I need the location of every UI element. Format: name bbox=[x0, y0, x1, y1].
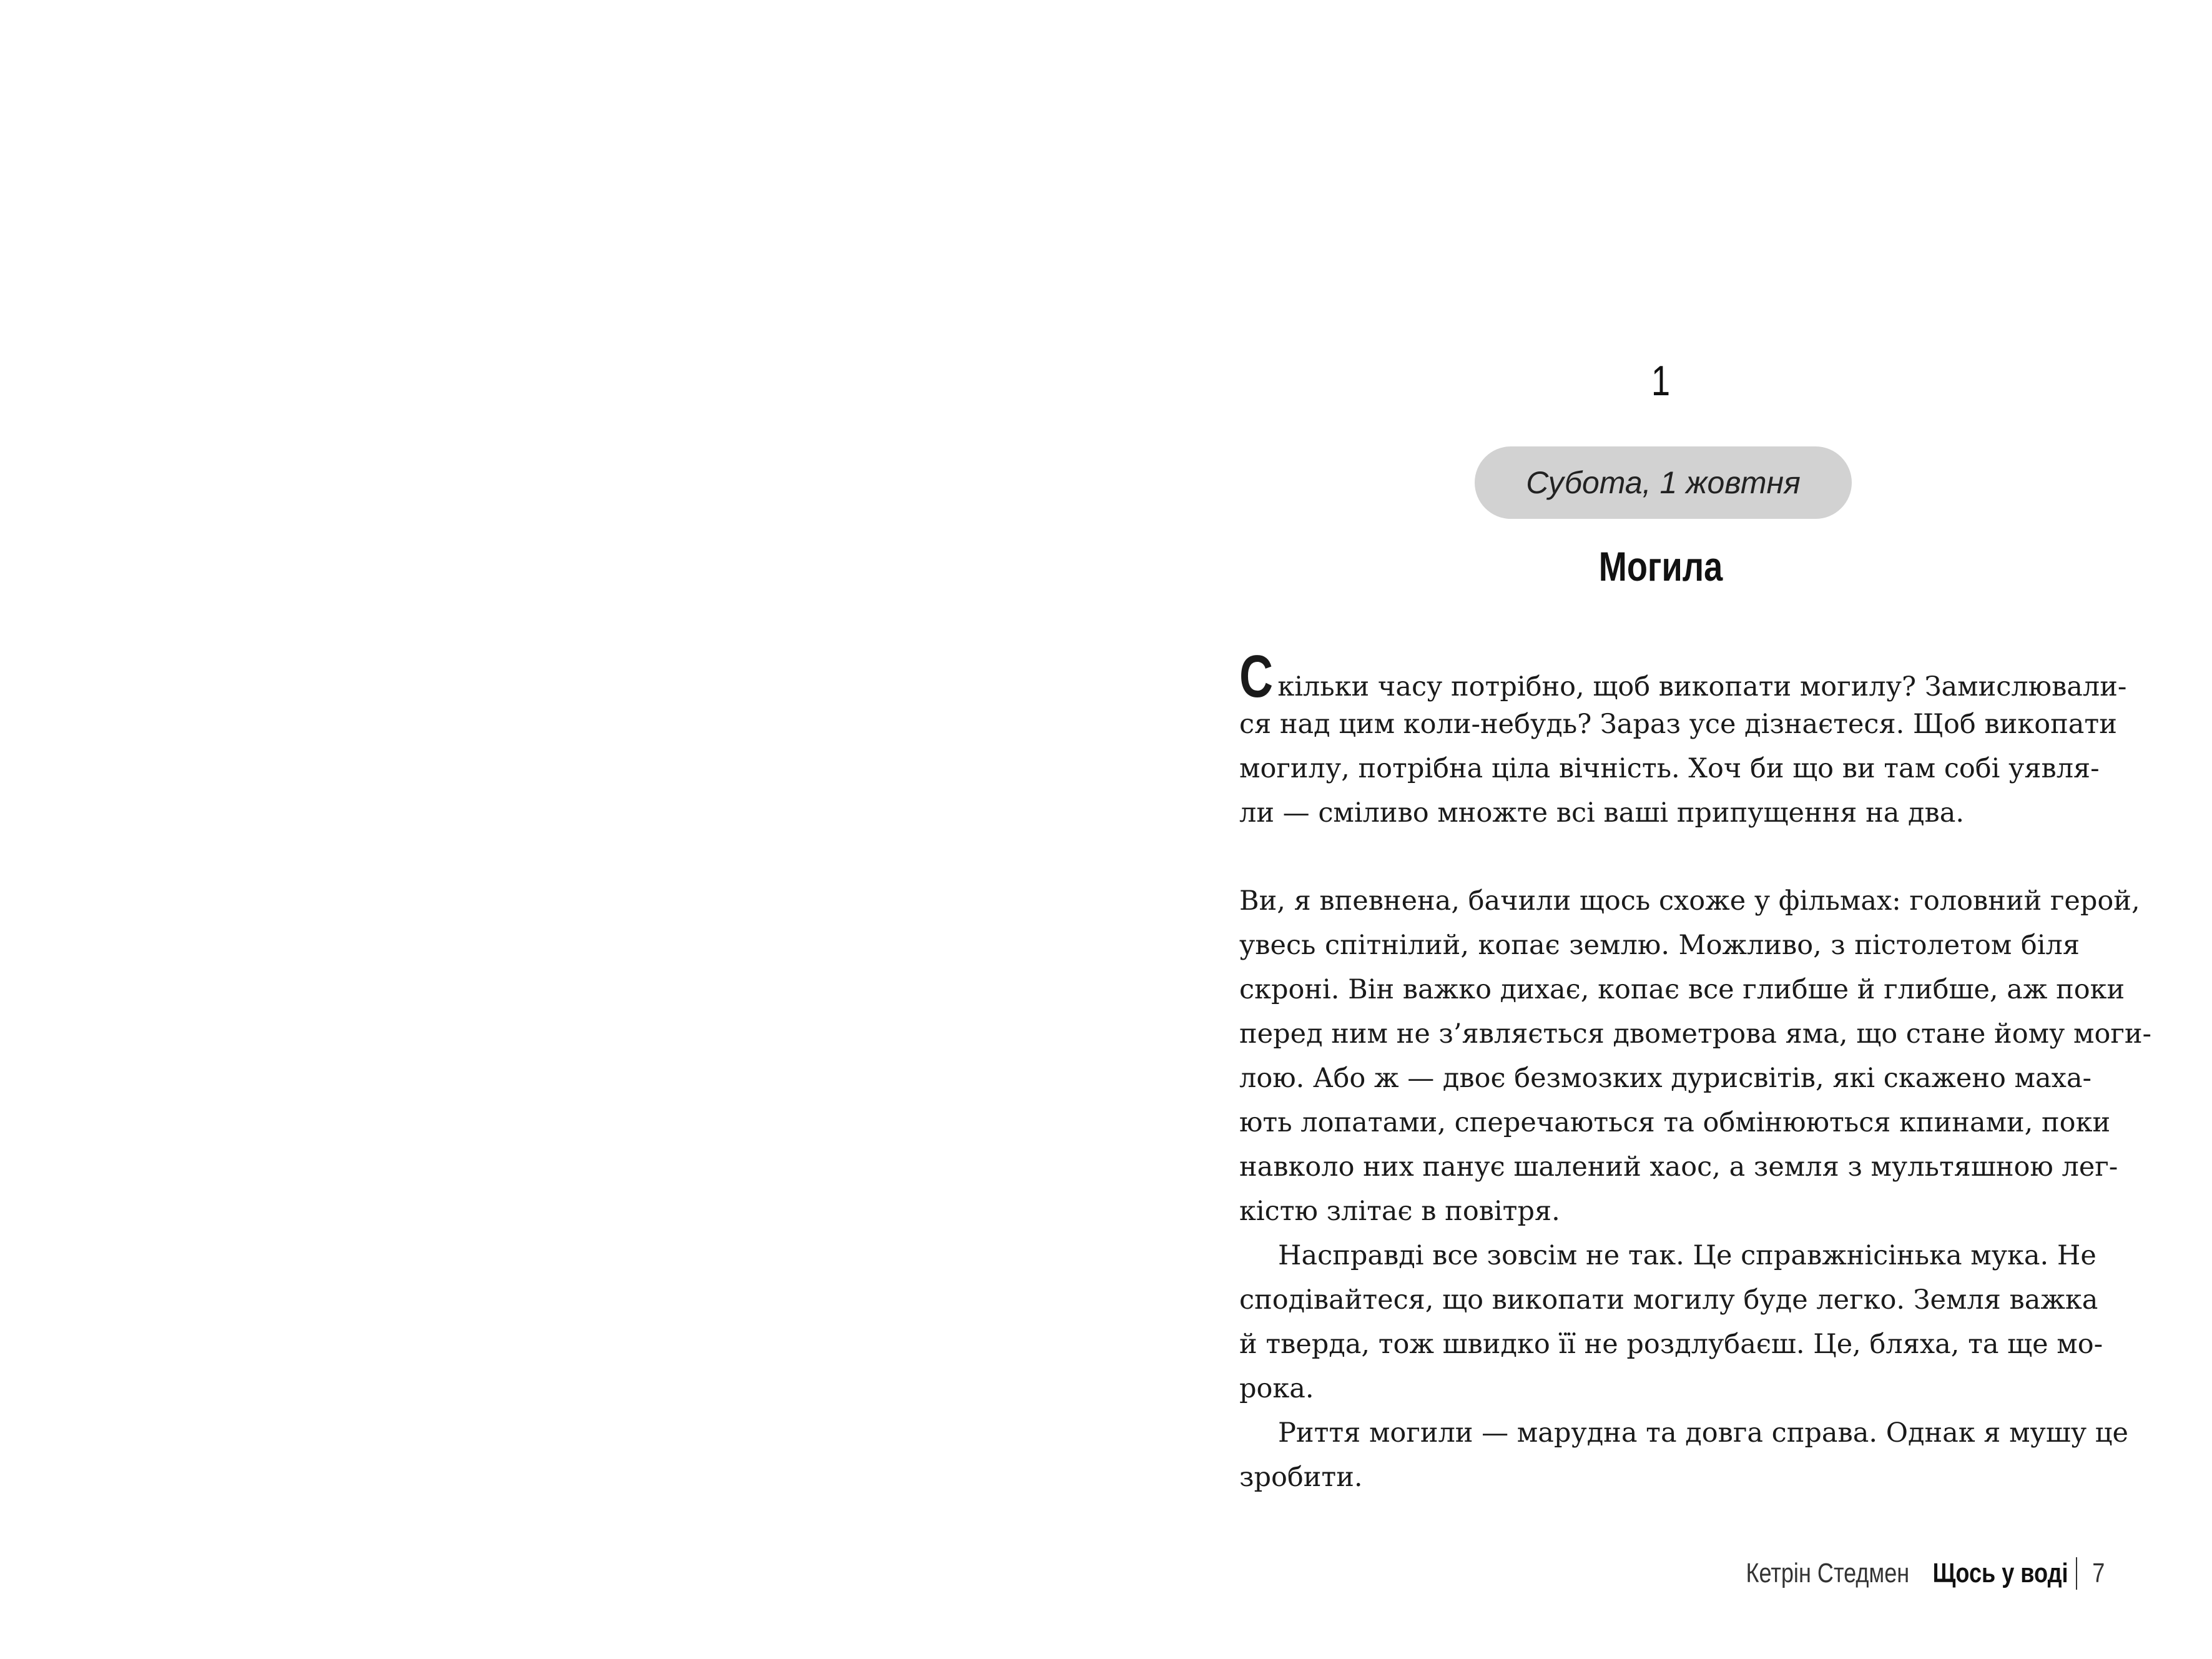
chapter-body bbox=[1239, 643, 2152, 1500]
text-line: ся над цим коли-небудь? Зараз усе дізнаєтеся. Щоб викопати bbox=[1239, 709, 2117, 740]
paragraph-4 bbox=[1239, 1411, 2128, 1500]
text-line: Ви, я впевнена, бачили щось схоже у фільмах: головний герой, bbox=[1239, 885, 2140, 917]
paragraph-2 bbox=[1239, 879, 2152, 1234]
date-badge bbox=[1475, 446, 1852, 519]
text-line: ли — сміливо множте всі ваші припущення на два. bbox=[1239, 797, 1965, 829]
chapter-title: Могила bbox=[1598, 543, 1723, 589]
footer-author: Кетрін Стедмен bbox=[1746, 1558, 1910, 1588]
page-number: 7 bbox=[2092, 1558, 2105, 1588]
text-line: скроні. Він важко дихає, копає все глибше й глибше, аж поки bbox=[1239, 974, 2125, 1005]
footer-divider bbox=[2076, 1557, 2077, 1590]
paragraph-3 bbox=[1239, 1234, 2103, 1411]
text-line: зробити. bbox=[1239, 1462, 1363, 1493]
text-line: Насправді все зовсім не так. Це справжнісінька мука. Не bbox=[1278, 1240, 2096, 1271]
text-line: сподівайтеся, що викопати могилу буде легко. Земля важка bbox=[1239, 1284, 2098, 1316]
text-line: могилу, потрібна ціла вічність. Хоч би що ви там собі уявля- bbox=[1239, 753, 2100, 784]
date-label: Субота, 1 жовтня bbox=[1526, 465, 1801, 500]
text-line: кістю злітає в повітря. bbox=[1239, 1196, 1560, 1227]
text-line: рока. bbox=[1239, 1373, 1314, 1404]
running-footer bbox=[1710, 1555, 2106, 1592]
paragraph-1 bbox=[1239, 643, 2127, 835]
text-line: й тверда, тож швидко її не роздлубаєш. Це, бляха, та ще мо- bbox=[1239, 1329, 2103, 1360]
text-line: лою. Або ж — двоє безмозких дурисвітів, які скажено махa- bbox=[1239, 1063, 2092, 1094]
text-line: навколо них панує шалений хаос, а земля з мультяшною лег- bbox=[1239, 1151, 2118, 1183]
footer-book-title: Щось у воді bbox=[1932, 1558, 2068, 1588]
text-line: перед ним не з’являється двометрова яма, що стане йому моги- bbox=[1239, 1018, 2152, 1050]
text-line: Скільки часу потрібно, щоб викопати могилу? Замислювали- bbox=[1239, 643, 2127, 710]
text-line: увесь спітнілий, копає землю. Можливо, з пістолетом біля bbox=[1239, 930, 2080, 961]
text-line: Риття могили — марудна та довга справа. Однак я мушу це bbox=[1278, 1417, 2128, 1449]
drop-cap: С bbox=[1239, 643, 1274, 710]
chapter-number: 1 bbox=[1651, 357, 1671, 405]
text-line: ють лопатами, сперечаються та обмінюються кпинами, поки bbox=[1239, 1107, 2111, 1138]
